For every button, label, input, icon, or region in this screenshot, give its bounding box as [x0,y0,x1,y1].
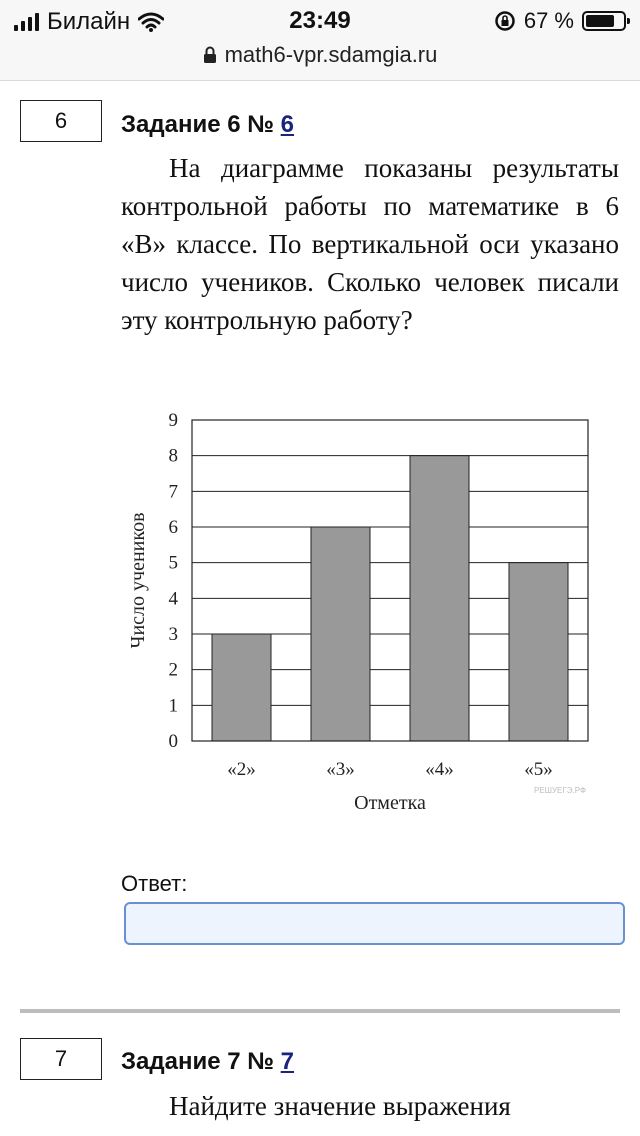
battery-icon [582,11,626,31]
y-tick-label: 3 [168,624,178,645]
status-right [494,8,626,34]
y-tick-label: 6 [168,517,178,538]
y-axis-label: Число учеников [127,512,149,649]
x-axis-label: Отметка [354,792,426,814]
status-bar [0,0,640,40]
task-title-text: Задание 6 № [121,111,274,138]
divider [20,1009,620,1013]
lock-icon [203,46,217,64]
task-number-box: 7 [20,1038,102,1080]
bar-chart [120,395,620,815]
y-tick-label: 2 [168,659,178,681]
y-tick-label: 9 [168,410,178,431]
orientation-lock-icon [494,10,516,32]
bar [212,634,271,741]
task-link[interactable]: 7 [280,1048,295,1075]
x-tick-label: «4» [425,759,454,780]
x-tick-label: «3» [326,759,355,780]
y-tick-label: 7 [168,481,178,503]
y-tick-label: 5 [168,552,178,574]
y-tick-label: 8 [168,445,178,467]
x-tick-label: «5» [524,759,553,780]
task-title [121,1048,294,1076]
task-title-text: Задание 7 № [121,1048,274,1075]
task-number-box: 6 [20,100,102,142]
x-tick-label: «2» [227,759,256,780]
y-tick-label: 1 [168,695,178,717]
task-text: На диаграмме показаны результаты контрольной работы по математике в 6 «В» классе. По вертикальной оси указано число учеников. Сколько человек писали эту контрольную работу? [121,153,619,335]
answer-input[interactable] [124,902,625,945]
bar [509,563,568,741]
answer-label: Ответ: [121,871,188,896]
url-text: math6-vpr.sdamgia.ru [224,42,438,67]
task-text: Найдите значение выражения [169,1091,511,1121]
y-tick-label: 4 [168,588,178,610]
watermark: РЕШУЕГЭ.РФ [533,786,587,795]
clock: 23:49 [289,7,351,34]
task-title [121,111,294,139]
bar [311,527,370,741]
carrier-name: Билайн [47,8,131,35]
task-link[interactable]: 6 [280,111,295,138]
url-display[interactable] [0,42,640,68]
address-bar[interactable] [0,38,640,81]
battery-percent: 67 % [523,8,574,33]
bar [410,456,469,741]
y-tick-label: 0 [168,731,178,752]
